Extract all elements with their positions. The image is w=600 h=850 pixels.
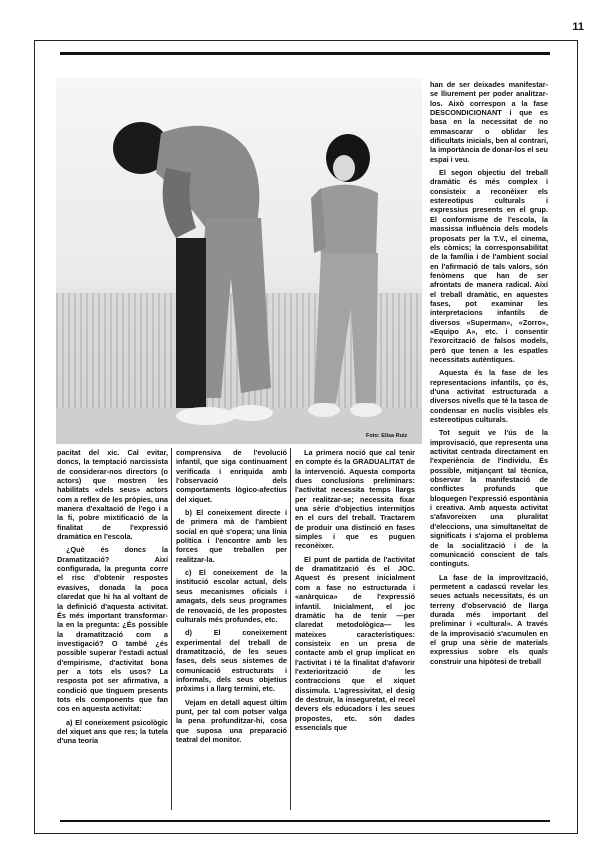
paragraph: El segon objectiu del treball dramàtic és més complex i consisteix a reconèixer els estereotipus culturals i expressius presents en el grup. El conformisme de l'escola, la massissa influència dels models proposats per la T.V., el cinema, els còmics; la corresponsabilitat de la família i de l'ambient social en l'afirmació de tals valors, són fenòmens que han de ser afrontats de manera radical. Així el treball dramàtic, en aquestes fases, pot examinar les interpretacions infantils de diversos «Superman», «Zorro», «Equipo A», etc. i consentir l'exorcització de falsos models, però que tenen a les espatles necessitats autèntiques. (430, 168, 548, 364)
paragraph: ¿Què és doncs la Dramatització? Així configurada, la pregunta corre el risc d'obtenir respostes evasives, donada la poca claredat que hi ha al voltant de la definició d'aquesta activitat. És més important transformar-la en la pregunta: ¿És possible la dramatització com a investigació? O també ¿és possible superar l'estadi actual d'empirisme, d'activitat bona per a tots els usos? La resposta pot ser afirmativa, a condició que tinguem presents tots els components que fan cos en aquesta activitat: (57, 545, 168, 714)
paragraph: d) El coneixement experimental del treball de dramatització, de les seues fases, dels seus sistemes de comunicació estructurats i informals, dels seus objetius pròxims i a llarg termini, etc. (176, 628, 287, 694)
column-divider (171, 448, 172, 810)
paragraph: Tot seguit ve l'ús de la improvisació, que representa una activitat centrada directament en l'experiència de l'individu. És possible, mitjançant tal tècnica, observar la manifestació de conflictes profunds que bloquegen l'expressió espontània i creativa. Amb aquesta activitat s'afavoreixen una pluralitat d'eleccions, una simultaneïtat de significats i s'ajorna el problema de la socialització i de la comunicació conscient de tals continguts. (430, 428, 548, 569)
text-column-1 (57, 448, 168, 750)
paragraph: b) El coneixement directe i de primera mà de l'ambient social en què s'opera; una línia política i l'encontre amb les forces que treballen per realitzar-la. (176, 508, 287, 564)
paragraph: Aquesta és la fase de les representacions infantils, ço és, d'una activitat estructurada a diversos nivells que té la tasca de condensar en nuclis visibles els estereotipus culturals. (430, 368, 548, 425)
photo-children-drama (56, 78, 422, 444)
page-number: 11 (572, 21, 584, 33)
paragraph: comprensiva de l'evolució infantil, que siga continuament verificada i enriquida amb l'observació dels comportaments lògico-afectius del xiquet. (176, 448, 287, 504)
paragraph: pacitat del xic. Cal evitar, doncs, la temptació narcissista de considerar-nos directors (o actors) que mostren les habilitats «dels seus» actors com a reflex de les pròpies, una manera d'exaltació de l'ego i a la fi, pobre mixtificació de la finalitat de l'expressió dramàtica en l'escola. (57, 448, 168, 542)
text-column-3 (295, 448, 415, 736)
photo-illustration (56, 78, 422, 444)
text-column-4 (430, 80, 548, 670)
column-divider (290, 448, 291, 810)
paragraph: El punt de partida de l'activitat de dramatització és el JOC. Aquest és present inicialment com a fase no estructurada i «anàrquica» de l'expressió infantil. Inicialment, el joc dramàtic ha de tenir —per claredat metodològica— les mateixes característiques: consisteix en un presa de contacte amb el grup implicat en l'activitat i té la finalitat d'afavorir l'exteriorització de les contraccions que el xiquet dissimula. L'agressivitat, el desig de destruir, la inseguretat, el recel devers els educadors i les seues propostes, etc. són dades essencials que (295, 554, 415, 732)
bottom-rule (60, 820, 550, 822)
paragraph: La primera noció que cal tenir en compte és la GRADUALITAT de la intervenció. Aquesta comporta dues conclusions preliminars: l'activitat necessita temps llargs per realitzar-se; necessita fixar una sèrie d'objectius intermitjos en el curs del treball. Tractarem de produir una distinció en fases simples i que es puguen reconèixer. (295, 448, 415, 551)
top-rule (60, 52, 550, 55)
paragraph: han de ser deixades manifestar-se lliurement per poder analitzar-los. Això correspon a la fase DESCONDICIONANT i que es basa en la necessitat de no emmascarar o oblidar les dificultats inicials, ben al contrari, la importància de donar-los el seu espai i veu. (430, 80, 548, 164)
photo-credit: Foto: Elisa Ruiz (366, 433, 408, 439)
paragraph: Vejam en detall aquest últim punt, per tal com potser valga la pena profunditzar-hi, cosa que suposa una preparació teatral del monitor. (176, 697, 287, 744)
paragraph: c) El coneixement de la institució escolar actual, dels seus mecanismes oficials i amagats, dels seus programes de renovació, de les propostes culturals més profundes, etc. (176, 568, 287, 624)
paragraph: a) El coneixement psicològic del xiquet ans que res; la tutela d'una teoria (57, 717, 168, 746)
text-column-2 (176, 448, 287, 748)
paragraph: La fase de la improvització, permetent a cadascú revelar les seues actuals necessitats, és un terreny d'observació de llarga durada més important del preliminar i «cultural». A través de la improvisació s'acumulen en el grup una sèrie de materials expressius sobre els quals construir una hipòtesi de treball (430, 572, 548, 666)
